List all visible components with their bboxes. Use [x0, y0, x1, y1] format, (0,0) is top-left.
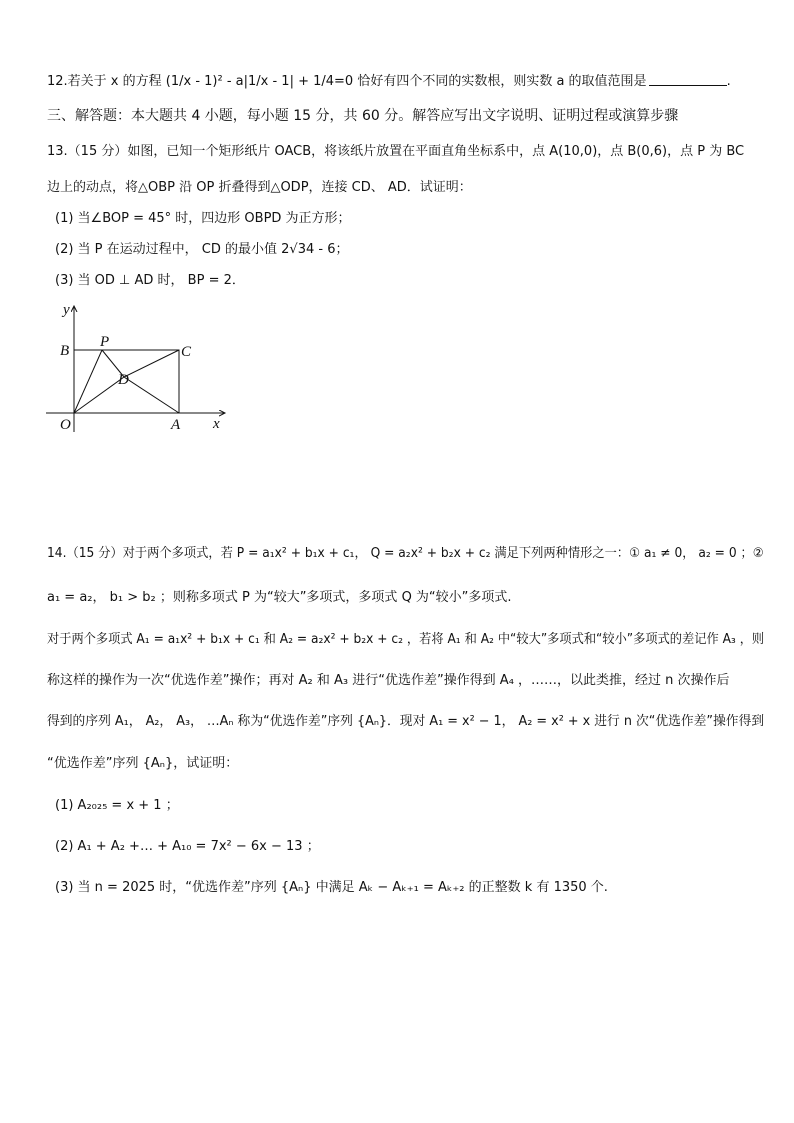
q14-part-1: (1) A₂₀₂₅ = x + 1 ； — [55, 798, 179, 813]
label-A: A — [171, 417, 181, 433]
q14-line-4: 称这样的操作为一次“优选作差”操作；再对 A₂ 和 A₃ 进行“优选作差”操作得到 A₄ ，……，以此类推，经过 n 次操作后 — [47, 673, 730, 688]
segment-AD — [124, 377, 179, 413]
q13-part-3: (3) 当 OD ⊥ AD 时， BP = 2． — [55, 273, 245, 288]
label-x: x — [213, 416, 220, 432]
q14-line-6: “优选作差”序列 {Aₙ}，试证明： — [47, 756, 239, 771]
q14-line-3: 对于两个多项式 A₁ = a₁x² + b₁x + c₁ 和 A₂ = a₂x² + b₂x + c₂ ，若将 A₁ 和 A₂ 中“较大”多项式和“较小”多项式的差记作 A₃ ，则 — [47, 632, 765, 647]
coordinate-figure — [40, 300, 240, 440]
segment-OP — [74, 350, 102, 413]
q14-line-5: 得到的序列 A₁， A₂， A₃， …Aₙ 称为“优选作差”序列 {Aₙ}．现对 A₁ = x² − 1， A₂ = x² + x 进行 n 次“优选作差”操作得到 — [47, 714, 765, 729]
label-y: y — [63, 302, 70, 318]
q13-part-2: (2) 当 P 在运动过程中， CD 的最小值 2√34 - 6； — [55, 242, 349, 257]
label-P: P — [100, 334, 110, 350]
q14-part-2: (2) A₁ + A₂ +… + A₁₀ = 7x² − 6x − 13 ； — [55, 839, 320, 854]
q14-line-1: 14.（15 分）对于两个多项式，若 P = a₁x² + b₁x + c₁， Q = a₂x² + b₂x + c₂ 满足下列两种情形之一：① a₁ ≠ 0， a₂ = 0 ；② — [47, 546, 764, 561]
q14-line-2: a₁ = a₂， b₁ > b₂ ；则称多项式 P 为“较大”多项式，多项式 Q 为“较小”多项式. — [47, 590, 512, 605]
label-B: B — [60, 343, 70, 359]
label-D: D — [118, 372, 129, 388]
segment-CD — [124, 350, 179, 377]
label-C: C — [181, 344, 192, 360]
q12-text: 12.若关于 x 的方程 (1/x - 1)² - a|1/x - 1| + 1/4=0 恰好有四个不同的实数根，则实数 a 的取值范围是 — [47, 74, 647, 89]
label-O: O — [60, 417, 71, 433]
q13-line-1: 13.（15 分）如图，已知一个矩形纸片 OACB，将该纸片放置在平面直角坐标系中，点 A(10,0)，点 B(0,6)，点 P 为 BC — [47, 144, 745, 159]
q13-line-2: 边上的动点，将△OBP 沿 OP 折叠得到△ODP，连接 CD、 AD．试证明： — [47, 180, 472, 195]
q14-part-3: (3) 当 n = 2025 时，“优选作差”序列 {Aₙ} 中满足 Aₖ − Aₖ₊₁ = Aₖ₊₂ 的正整数 k 有 1350 个. — [55, 880, 608, 895]
answer-blank[interactable] — [649, 72, 727, 86]
q13-part-1: (1) 当∠BOP = 45° 时，四边形 OBPD 为正方形； — [55, 211, 351, 226]
section-3-heading: 三、解答题：本大题共 4 小题，每小题 15 分，共 60 分。解答应写出文字说明、证明过程或演算步骤 — [47, 108, 679, 124]
q12-end: . — [726, 74, 731, 89]
